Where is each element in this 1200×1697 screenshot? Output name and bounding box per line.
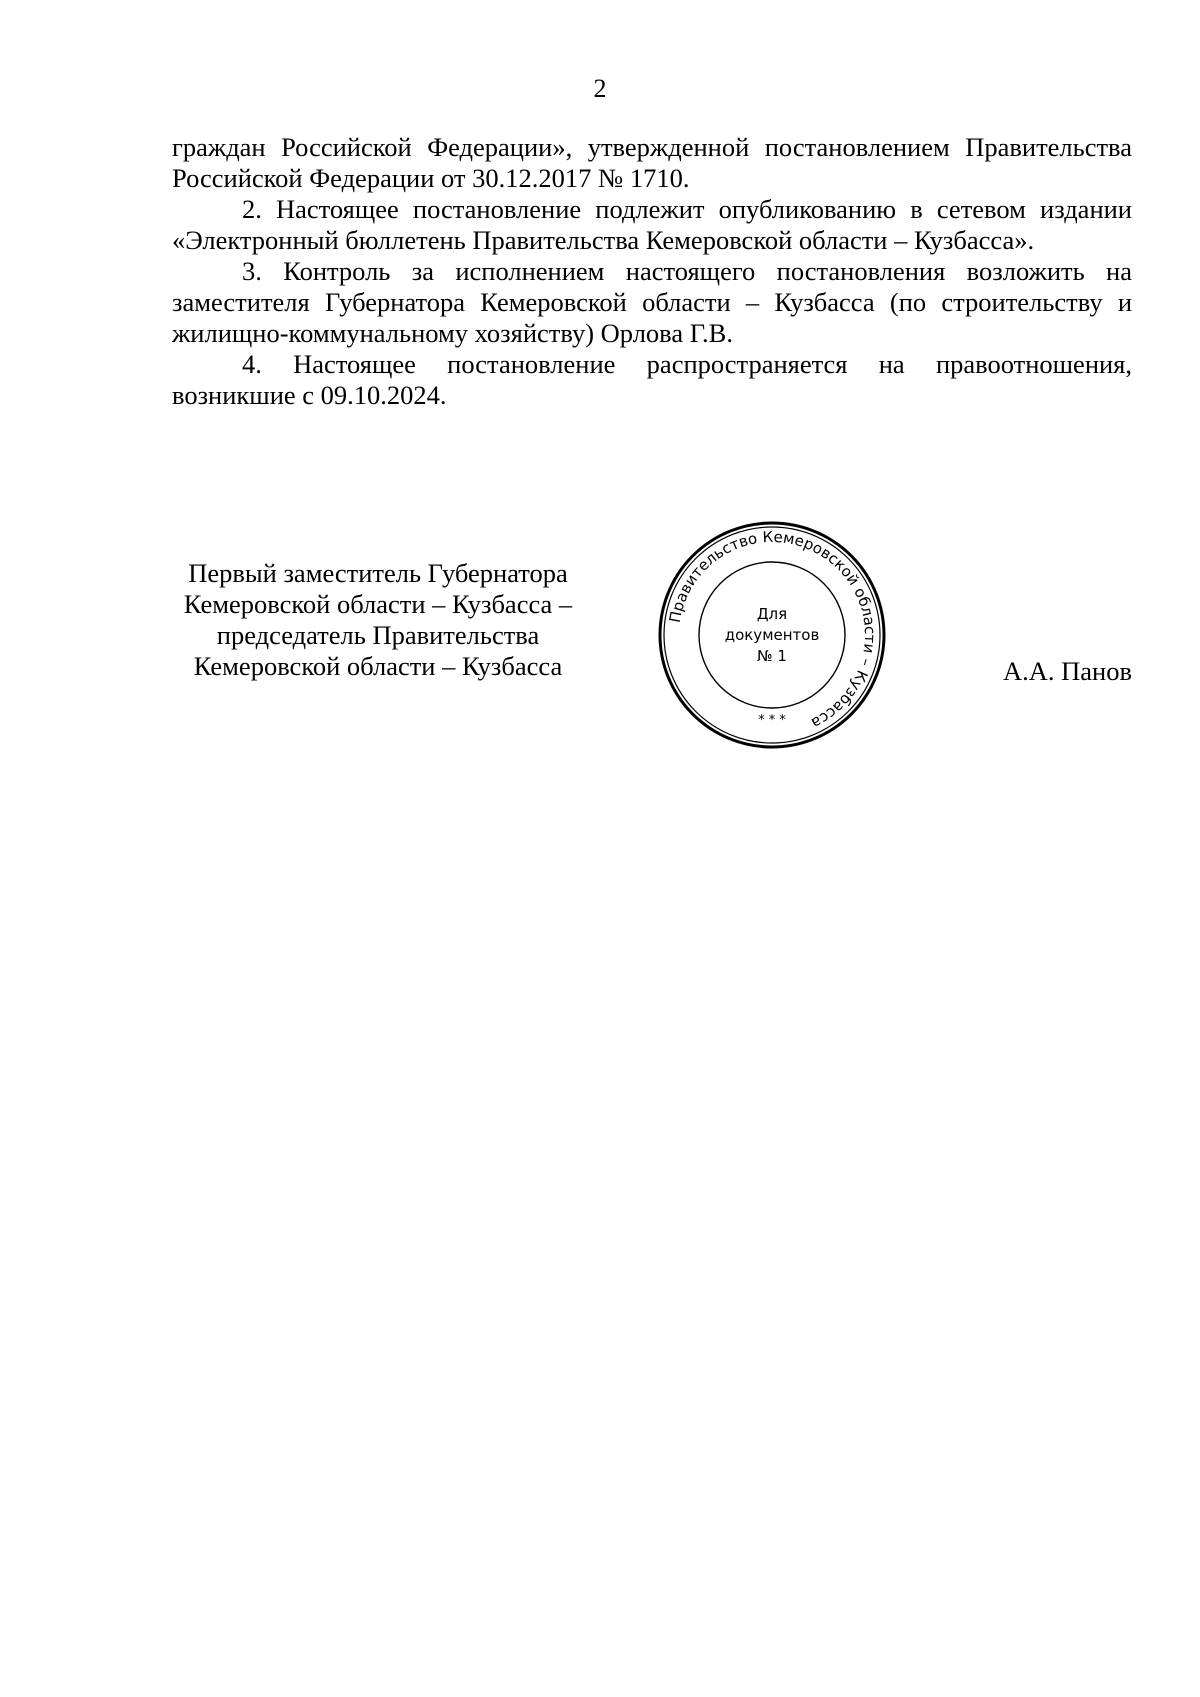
signer-position-line: Кемеровской области – Кузбасса – bbox=[183, 589, 573, 619]
seal-ring-text: Правительство Кемеровской области – Кузбасса bbox=[665, 527, 880, 733]
paragraph-4: 4. Настоящее постановление распространяется на правоотношения, возникшие с 09.10.2024. bbox=[172, 349, 1132, 410]
seal-center-line: № 1 bbox=[757, 647, 787, 665]
paragraph-continuation: граждан Российской Федерации», утвержденной постановлением Правительства Российской Федерации от 30.12.2017 № 1710. bbox=[172, 132, 1132, 193]
paragraph-2: 2. Настоящее постановление подлежит опубликованию в сетевом издании «Электронный бюллетень Правительства Кемеровской области – Кузбасса». bbox=[172, 194, 1132, 255]
signer-position-line: председатель Правительства bbox=[216, 620, 540, 650]
paragraph-3: 3. Контроль за исполнением настоящего постановления возложить на заместителя Губернатора Кемеровской области – Кузбасса (по строительству и жилищно-коммунальному хозяйству) Орлова Г.В. bbox=[172, 256, 1132, 348]
page-number: 2 bbox=[593, 74, 607, 103]
seal-graphic bbox=[657, 520, 887, 750]
signer-name: А.А. Панов bbox=[1003, 656, 1132, 686]
signer-position-line: Первый заместитель Губернатора bbox=[188, 558, 568, 588]
signer-position-line: Кемеровской области – Кузбасса bbox=[193, 651, 563, 681]
seal-stars: * * * bbox=[758, 713, 786, 728]
official-seal bbox=[657, 520, 887, 750]
document-body bbox=[172, 132, 1132, 411]
seal-center-line: документов bbox=[724, 626, 820, 644]
seal-center-line: Для bbox=[756, 605, 788, 623]
signer-position bbox=[148, 558, 608, 682]
